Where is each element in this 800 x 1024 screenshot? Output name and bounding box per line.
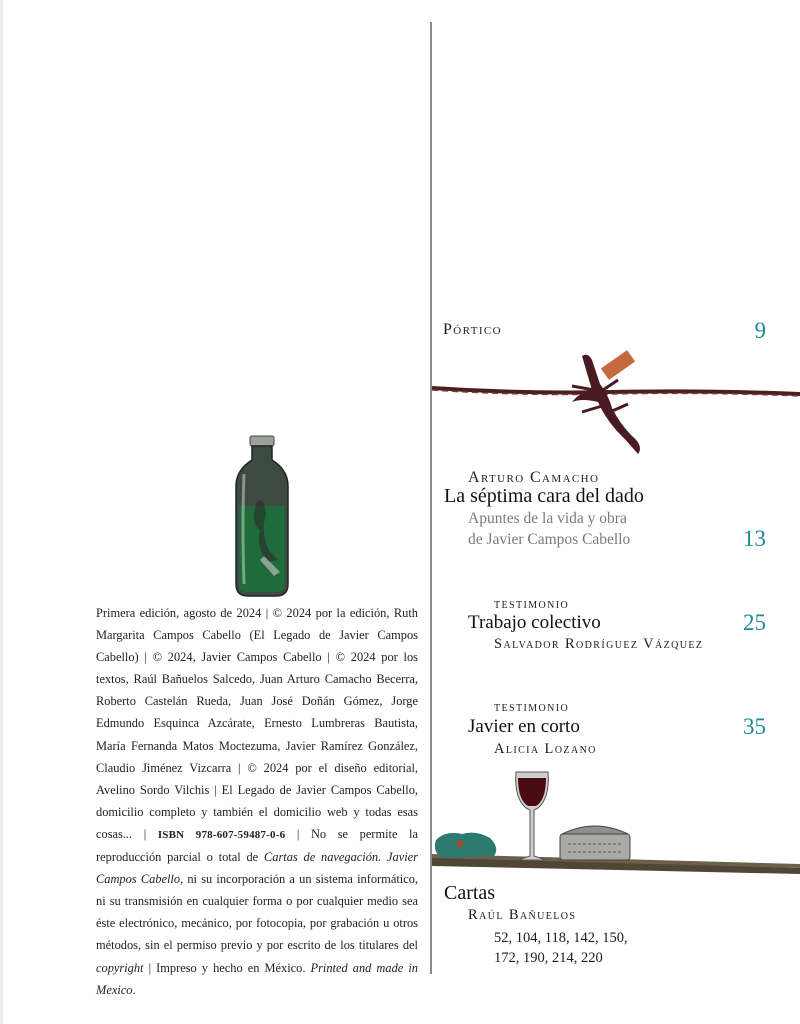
printed-italic: Printed and made in Mexico: [96, 960, 418, 997]
section4-author: Raúl Bañuelos: [468, 907, 577, 923]
section4-title: Cartas: [444, 882, 496, 904]
colophon-part: .: [132, 982, 136, 997]
section1-title: La séptima cara del dado: [444, 485, 644, 507]
colophon-part: | No se permite la reproducción parcial o total de: [96, 826, 418, 865]
colophon-text: [96, 602, 418, 1001]
section3-kicker: testimonio: [494, 700, 570, 715]
colophon-part: | Impreso y hecho en México.: [143, 960, 311, 975]
section4-pages-line2: 172, 190, 214, 220: [494, 950, 603, 966]
section4-pages-line1: 52, 104, 118, 142, 150,: [494, 930, 628, 946]
green-bottle-illustration: [226, 434, 296, 600]
section1-author: Arturo Camacho: [468, 469, 600, 486]
section2-kicker: testimonio: [494, 597, 570, 612]
toc-portico-page: 9: [754, 318, 766, 343]
section3-author: Alicia Lozano: [494, 741, 597, 757]
still-life-table-illustration: [432, 764, 800, 878]
colophon-part: Primera edición, agosto de 2024 | © 2024 por la edición, Ruth Margarita Campos Cabello (El Legado de Javier Campos Cabello) | © 2024, Javier Campos Cabello | © 2024 por los textos, Raúl Bañuelos Salcedo, Juan Arturo Camacho Becerra, Roberto Castelán Rueda, Juan José Doñán Gómez, Jorge Edmundo Esquinca Azcárate, Ernesto Lumbreras Bautista, María Fernanda Matos Moctezuma, Javier Ramírez González, Claudio Jiménez Vizcarra | © 2024 por el diseño editorial, Avelino Sordo Vilchis | El Legado de Javier Campos Cabello, domicilio completo y también el domicilio web y todas esas cosas... |: [96, 606, 418, 841]
section3-title: Javier en corto: [468, 716, 580, 737]
section2-title: Trabajo colectivo: [468, 612, 601, 633]
table-of-contents: [432, 0, 800, 1024]
section1-page: 13: [743, 526, 766, 551]
lizard-on-rope-illustration: [432, 350, 800, 460]
copyright-italic: copyright: [96, 960, 144, 975]
section3-page: 35: [743, 714, 766, 739]
section2-page: 25: [743, 610, 766, 635]
section1-subtitle-line1: Apuntes de la vida y obra: [468, 510, 627, 527]
section1-subtitle-line2: de Javier Campos Cabello: [468, 531, 631, 548]
toc-portico-label: Pórtico: [443, 321, 502, 338]
book-title-italic: Cartas de navegación. Javier Campos Cabello: [96, 850, 418, 887]
section2-author: Salvador Rodríguez Vázquez: [494, 636, 704, 652]
isbn: ISBN 978-607-59487-0-6: [157, 828, 286, 841]
colophon-part: , ni su incorporación a un sistema informático, ni su transmisión en cualquier forma o por cualquier medio sea éste electrónico, mecánico, por fotocopia, por grabación u otros métodos, sin el permiso previo y por escrito de los titulares del: [96, 872, 419, 953]
